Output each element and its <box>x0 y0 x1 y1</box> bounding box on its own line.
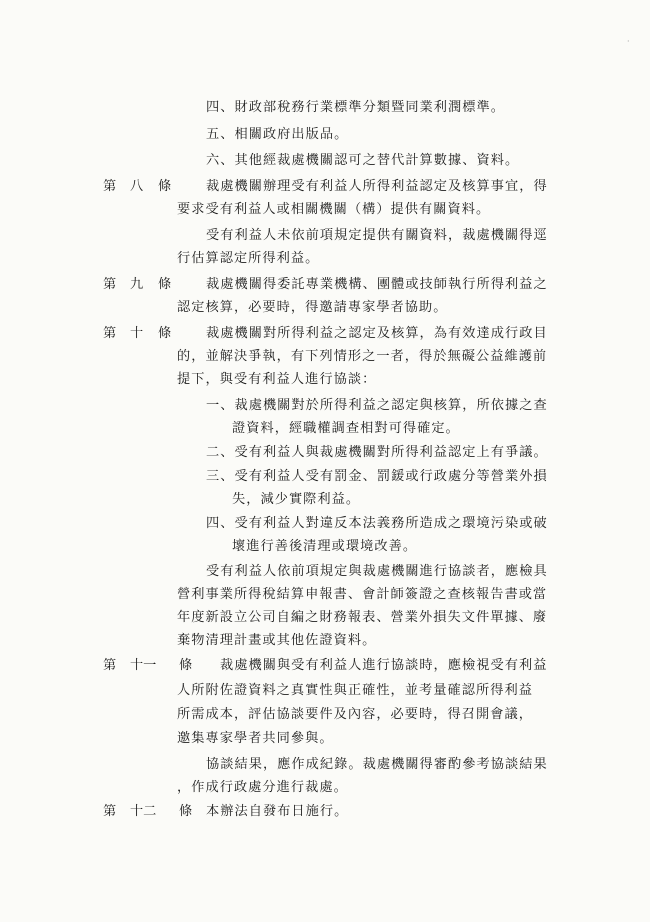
article-10-text: 的，並解決爭執，有下列情形之一者，得於無礙公益維護前 <box>177 349 548 364</box>
article-10-text: 裁處機關對所得利益之認定及核算，為有效達成行政目 <box>206 326 548 341</box>
article-11-text: ，作成行政處分進行裁處。 <box>177 780 348 795</box>
article-10-item: 三、受有利益人受有罰金、罰鍰或行政處分等營業外損 <box>206 469 548 484</box>
article-8-text: 裁處機關辦理受有利益人所得利益認定及核算事宜，得 <box>206 179 548 194</box>
article-8-text: 行估算認定所得利益。 <box>177 251 320 266</box>
article-10-text: 棄物清理計畫或其他佐證資料。 <box>177 633 377 648</box>
article-10-text: 營利事業所得稅結算申報書、會計師簽證之查核報告書或當 <box>177 587 548 602</box>
article-8-text: 受有利益人未依前項規定提供有關資料，裁處機關得逕 <box>206 228 548 243</box>
article-9-text: 認定核算，必要時，得邀請專家學者協助。 <box>177 300 448 315</box>
article-10-item: 證資料，經職權調查相對可得確定。 <box>232 421 460 436</box>
article-11-text: 裁處機關與受有利益人進行協談時，應檢視受有利益 <box>220 658 548 673</box>
article-11-text: 人所附佐證資料之真實性與正確性，並考量確認所得利益 <box>177 683 533 698</box>
article-9-text: 裁處機關得委託專業機構、團體或技師執行所得利益之 <box>206 277 548 292</box>
list-item: 四、財政部稅務行業標準分類暨同業利潤標準。 <box>206 100 505 115</box>
article-10-text: 受有利益人依前項規定與裁處機關進行協談者，應檢具 <box>206 564 548 579</box>
article-11-text: 邀集專家學者共同參與。 <box>177 731 334 746</box>
article-10-item: 四、受有利益人對違反本法義務所造成之環境污染或破 <box>206 516 548 531</box>
article-10-item: 一、裁處機關對於所得利益之認定與核算，所依據之查 <box>206 398 548 413</box>
article-10-item: 二、受有利益人與裁處機關對所得利益認定上有爭議。 <box>206 445 548 460</box>
document-page: · 四、財政部稅務行業標準分類暨同業利潤標準。 五、相關政府出版品。 六、其他經裁處機關認可之替代計算數據、資料。 第 八 條 裁處機關辦理受有利益人所得利益認定及核算事宜，得 要求受有利益人或相關機關（構）提供有關資料。 受有利益人未依前項規定提供有關資料，裁處機關得逕 行估算認定所得利益。 第 九 條 裁處機關得委託專業機構、團體或技師執行所得利益之 認定核算，必要時，得邀請專家學者協助。 第 十 條 裁處機關對所得利益之認定及核算，為有效達成行政目 的，並解決爭執，有下列情形之一者，得於無礙公益維護前 提下，與受有利益人進行協談： 一、裁處機關對於所得利益之認定與核算，所依據之查 證資料，經職權調查相對可得確定。 二、受有利益人與裁處機關對所得利益認定上有爭議。 三、受有利益人受有罰金、罰鍰或行政處分等營業外損 失，減少實際利益。 四、受有利益人對違反本法義務所造成之環境污染或破 壞進行善後清理或環境改善。 受有利益人依前項規定與裁處機關進行協談者，應檢具 營利事業所得稅結算申報書、會計師簽證之查核報告書或當 年度新設立公司自編之財務報表、營業外損失文件單據、廢 棄物清理計畫或其他佐證資料。 第 十一 條 裁處機關與受有利益人進行協談時，應檢視受有利益 人所附佐證資料之真實性與正確性，並考量確認所得利益 所需成本，評估協談要件及內容，必要時，得召開會議， 邀集專家學者共同參與。 協談結果，應作成紀錄。裁處機關得審酌參考協談結果 ，作成行政處分進行裁處。 第 十二 條 本辦法自發布日施行。 <box>103 37 630 819</box>
article-10-item: 失，減少實際利益。 <box>232 492 361 507</box>
article-8-text: 要求受有利益人或相關機關（構）提供有關資料。 <box>177 202 491 217</box>
article-12-text: 本辦法自發布日施行。 <box>206 804 349 819</box>
list-item: 五、相關政府出版品。 <box>206 127 349 142</box>
article-10-text: 年度新設立公司自編之財務報表、營業外損失文件單據、廢 <box>177 610 548 625</box>
article-11-text: 所需成本，評估協談要件及內容，必要時，得召開會議， <box>177 707 533 722</box>
article-10-text: 提下，與受有利益人進行協談： <box>177 372 377 387</box>
article-10-item: 壞進行善後清理或環境改善。 <box>232 539 418 554</box>
list-item: 六、其他經裁處機關認可之替代計算數據、資料。 <box>206 153 520 168</box>
scan-speck: · <box>627 37 630 46</box>
article-11-text: 協談結果，應作成紀錄。裁處機關得審酌參考協談結果 <box>206 757 548 772</box>
